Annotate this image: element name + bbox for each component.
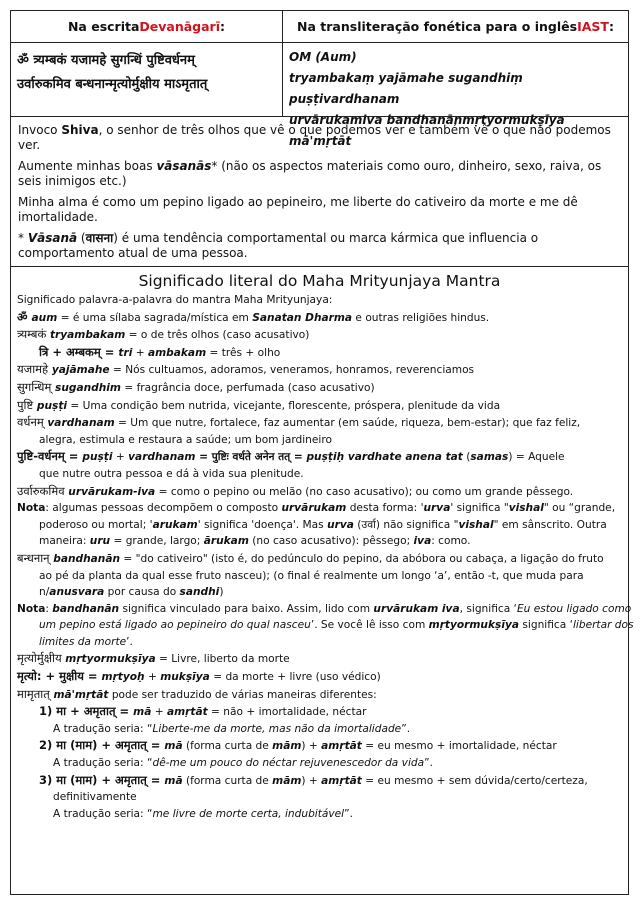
text: ( xyxy=(462,451,471,464)
text: ) xyxy=(219,586,224,599)
term: vardhanam xyxy=(128,451,196,464)
text: + xyxy=(132,346,148,359)
text: Invoco xyxy=(18,123,62,137)
deva: = पुष्टिः वर्धते अनेन तत् = xyxy=(195,451,307,464)
entry-vardhanam xyxy=(17,414,622,432)
text: Aumente minhas boas xyxy=(18,159,157,173)
note-urvarukam xyxy=(17,500,622,517)
term: mṛtyormukṣīya xyxy=(65,653,156,666)
option-2-translation xyxy=(17,755,622,772)
quote: dê-me um pouco do néctar rejuvenescedor da vida xyxy=(152,757,425,770)
text: (no caso acusativo): pêssego; xyxy=(248,535,414,548)
text: (उर्वा) não significa " xyxy=(353,518,459,531)
meaning-footnote xyxy=(18,231,621,261)
header-left-red: Devanāgarī xyxy=(139,19,221,34)
text: , o senhor de três olhos que vê o que podemos ver e também vê o que não podemos ver. xyxy=(18,123,611,152)
text: = eu mesmo + imortalidade, néctar xyxy=(361,740,557,753)
text: = o de três olhos (caso acusativo) xyxy=(125,329,310,342)
mantra-devanagari-line-1: ॐ त्र्यम्बकं यजामहे सुगन्धिं पुष्टिवर्धनम् xyxy=(17,53,195,68)
note-urvarukam-cont-1 xyxy=(17,517,622,534)
option-3 xyxy=(17,772,622,790)
quote: um pepino está ligado ao pepineiro do qual nasceu xyxy=(39,619,311,632)
text: ’. Se você lê isso com xyxy=(310,619,429,632)
text: ) + xyxy=(301,740,322,753)
entry-bandhanan-cont-1: ao pé da planta da qual esse fruto nasceu); (o final é realmente um longo ‘a’, então -t, que muda para xyxy=(39,569,584,582)
term: mṛtyormukṣīya xyxy=(428,619,520,632)
text: desta forma: ' xyxy=(346,502,424,515)
term: bandhanān xyxy=(52,602,120,615)
term: amṛtāt xyxy=(321,740,362,753)
vasanas-term: vāsanās xyxy=(156,159,212,173)
entry-sugandhim xyxy=(17,379,622,397)
term: vishal xyxy=(458,518,494,531)
deva: पुष्टि-वर्धनम् = xyxy=(17,449,83,464)
text: A tradução seria: “ xyxy=(53,722,153,735)
header-devanagari xyxy=(11,11,283,42)
header-row xyxy=(11,11,628,43)
vasana-devanagari: वासना xyxy=(85,231,114,245)
text: ) = Aquele xyxy=(508,451,565,464)
text: = é uma sílaba sagrada/mística em xyxy=(57,311,253,324)
option-1 xyxy=(17,703,622,721)
mantra-iast xyxy=(283,43,628,148)
literal-section xyxy=(11,267,634,822)
term: mā xyxy=(164,774,183,787)
text: ) + xyxy=(301,774,322,787)
text: significa vinculado para baixo. Assim, lido com xyxy=(119,602,374,615)
term: iva xyxy=(413,535,432,548)
header-right-red: IAST xyxy=(577,19,609,34)
term: mā xyxy=(133,706,152,719)
entry-tri-ambakam xyxy=(17,344,622,362)
text: , significa ‘ xyxy=(459,602,517,615)
text: A tradução seria: “ xyxy=(53,757,153,770)
text: ' significa " xyxy=(450,502,509,515)
term: mā xyxy=(164,740,183,753)
text: = como o pepino ou melão (no caso acusativo); ou como um grande pêssego. xyxy=(155,485,574,498)
mantra-iast-line-2: urvārukamiva bandhanānmṛtyormukṣīya mā'mṛtāt xyxy=(289,113,565,148)
text: " em sânscrito. Outra xyxy=(493,518,607,531)
text: pode ser traduzido de várias maneiras diferentes: xyxy=(108,688,377,701)
text: ' significa 'doença'. Mas xyxy=(197,518,328,531)
entry-yajamahe xyxy=(17,361,622,379)
header-iast xyxy=(283,11,628,42)
term: mukṣīya xyxy=(160,671,210,684)
term: ambakam xyxy=(147,346,207,359)
text: = Um que nutre, fortalece, faz aumentar (em saúde, riqueza, bem-estar); que faz feliz, xyxy=(114,417,581,430)
text: ) é uma tendência comportamental ou marca kármica que influencia o comportamento atual de uma pessoa. xyxy=(18,231,539,260)
text: por causa do xyxy=(104,586,180,599)
header-right-suffix: : xyxy=(608,19,614,34)
deva: सुगन्धिम् xyxy=(17,379,56,394)
text: * xyxy=(18,231,28,245)
deva: वर्धनम् xyxy=(17,415,48,430)
text: : algumas pessoas decompõem o composto xyxy=(45,502,282,515)
deva: यजामहे xyxy=(17,362,52,377)
document-page xyxy=(10,10,634,895)
deva: उर्वारुकमिव xyxy=(17,483,69,498)
term: sandhi xyxy=(179,586,220,599)
quote: limites da morte xyxy=(39,635,127,648)
deva: मृत्यो: + मुक्षीय = xyxy=(17,669,102,684)
mantra-devanagari xyxy=(11,43,283,116)
header-left-text: Na escrita xyxy=(67,19,140,34)
note-bandhanan-cont-2 xyxy=(17,634,622,651)
option-1-translation xyxy=(17,721,622,738)
term: amṛtāt xyxy=(166,706,208,719)
term: sugandhim xyxy=(55,381,121,394)
deva: 1) मा + अमृतात् = xyxy=(39,704,134,719)
quote: me livre de morte certa, indubitável xyxy=(152,807,345,820)
deva: बन्धनान् xyxy=(17,550,54,565)
mantra-devanagari-line-2: उर्वारुकमिव बन्धनान्मृत्योर्मुक्षीय माऽमृतात् xyxy=(17,77,208,92)
term: puṣṭi xyxy=(36,399,68,412)
entry-bandhanan xyxy=(17,550,622,568)
text: ”. xyxy=(344,807,353,820)
term: puṣṭi xyxy=(82,451,113,464)
term: uru xyxy=(89,535,111,548)
text: = grande, largo; xyxy=(110,535,204,548)
quote: Liberte-me da morte, mas não da imortalidade xyxy=(152,722,402,735)
quote: Eu estou ligado como xyxy=(516,602,632,615)
text: : xyxy=(45,602,53,615)
term: mā'mṛtāt xyxy=(53,688,109,701)
quote: libertar dos xyxy=(572,619,634,632)
term: mṛtyoḥ xyxy=(101,671,145,684)
deva: त्रि + अम्बकम् = xyxy=(39,344,119,359)
text: = três + olho xyxy=(206,346,281,359)
term: urvārukam xyxy=(281,502,347,515)
term: tryambakam xyxy=(49,329,126,342)
text: poderoso ou mortal; ' xyxy=(39,518,153,531)
entry-vardhanam-cont: alegra, estimula e restaura a saúde; um bom jardineiro xyxy=(39,433,332,446)
note-bandhanan-cont-1 xyxy=(17,617,634,634)
deva: 2) मा (माम) + अमृतात् = xyxy=(39,738,165,753)
option-2 xyxy=(17,737,622,755)
term: urvārukam iva xyxy=(373,602,460,615)
header-left-suffix: : xyxy=(220,19,226,34)
deva: मृत्योर्मुक्षीय xyxy=(17,651,66,666)
meaning-paragraph-2 xyxy=(18,159,621,189)
text: (forma curta de xyxy=(182,740,273,753)
term: tri xyxy=(118,346,133,359)
deva: 3) मा (माम) + अमृतात् = xyxy=(39,772,165,787)
mantra-iast-line-0: OM (Aum) xyxy=(289,50,357,64)
term: vishal xyxy=(508,502,544,515)
text: = eu mesmo + sem dúvida/certo/certeza, xyxy=(361,774,588,787)
entry-urvarukam xyxy=(17,483,622,501)
option-3-translation xyxy=(17,806,622,823)
text: (forma curta de xyxy=(182,774,273,787)
note-bandhanan xyxy=(17,601,632,618)
text: " ou “grande, xyxy=(543,502,616,515)
term: mām xyxy=(272,740,302,753)
text: = não + imortalidade, néctar xyxy=(207,706,367,719)
note-label: Nota xyxy=(17,502,46,515)
entry-pusti xyxy=(17,397,622,415)
term: urva xyxy=(327,518,354,531)
entry-tryambakam xyxy=(17,326,622,344)
term: Sanatan Dharma xyxy=(252,311,353,324)
term: amṛtāt xyxy=(321,774,362,787)
note-label: Nota xyxy=(17,602,46,615)
term: anusvara xyxy=(49,586,105,599)
text: ’. xyxy=(126,635,133,648)
literal-intro: Significado palavra-a-palavra do mantra Maha Mrityunjaya: xyxy=(17,294,333,306)
text: ”. xyxy=(424,757,433,770)
meaning-paragraph-3: Minha alma é como um pepino ligado ao pepineiro, me liberte do cativeiro da morte e me dê imortalidade. xyxy=(18,195,578,224)
term: yajāmahe xyxy=(51,364,110,377)
shiva-term: Shiva xyxy=(61,123,99,137)
term: mām xyxy=(272,774,302,787)
text: * (não os aspectos materiais como ouro, dinheiro, sexo, raiva, os seis inimigos etc.) xyxy=(18,159,602,188)
text: ( xyxy=(77,231,86,245)
vasana-term: Vāsanā xyxy=(27,231,78,245)
text: = Nós cultuamos, adoramos, veneramos, honramos, reverenciamos xyxy=(109,364,475,377)
text: maneira: xyxy=(39,535,90,548)
note-urvarukam-cont-2 xyxy=(17,533,622,550)
term: urva xyxy=(423,502,451,515)
header-right-text: Na transliteração fonética para o inglês xyxy=(297,19,578,34)
text: ”. xyxy=(401,722,411,735)
entry-mrtyoh-muksiya xyxy=(17,668,622,686)
entry-mrtyormuksiya xyxy=(17,650,622,668)
text: = fragrância doce, perfumada (caso acusativo) xyxy=(120,381,375,394)
entry-pusti-vardhanam-cont: que nutre outra pessoa e dá à vida sua plenitude. xyxy=(39,467,304,480)
deva: ॐ xyxy=(17,309,32,324)
entry-aum xyxy=(17,309,622,327)
deva: त्र्यम्बकं xyxy=(17,327,50,342)
term: urvārukam-iva xyxy=(68,485,156,498)
term: arukam xyxy=(152,518,198,531)
text: + xyxy=(112,451,129,464)
entry-pusti-vardhanam xyxy=(17,448,622,466)
text: + xyxy=(151,706,167,719)
text: n/ xyxy=(39,586,50,599)
text: = Uma condição bem nutrida, vicejante, florescente, próspera, plenitude da vida xyxy=(67,399,501,412)
term: vardhanam xyxy=(47,417,115,430)
entry-bandhanan-cont-2 xyxy=(17,584,622,601)
term: samas xyxy=(470,451,509,464)
text: = Livre, liberto da morte xyxy=(155,653,290,666)
term: aum xyxy=(31,311,58,324)
text: + xyxy=(144,671,161,684)
text: : como. xyxy=(431,535,471,548)
entry-mamrtat xyxy=(17,686,622,704)
text: = "do cativeiro" (isto é, do pedúnculo do pepino, da abóbora ou cabaça, a ligação do fruto xyxy=(120,552,604,565)
text: A tradução seria: “ xyxy=(53,807,153,820)
text: significa ‘ xyxy=(519,619,573,632)
text: e outras religiões hindus. xyxy=(352,311,490,324)
mantra-iast-line-1: tryambakaṃ yajāmahe sugandhiṃ puṣṭivardhanam xyxy=(289,71,523,106)
term: puṣṭiḥ vardhate anena tat xyxy=(306,451,463,464)
term: ārukam xyxy=(203,535,249,548)
text: = da morte + livre (uso védico) xyxy=(209,671,381,684)
literal-title: Significado literal do Maha Mrityunjaya Mantra xyxy=(138,272,501,290)
deva: मामृतात् xyxy=(17,686,54,701)
deva: पुष्टि xyxy=(17,397,37,412)
term: bandhanān xyxy=(53,552,121,565)
option-3-cont: definitivamente xyxy=(53,791,137,804)
